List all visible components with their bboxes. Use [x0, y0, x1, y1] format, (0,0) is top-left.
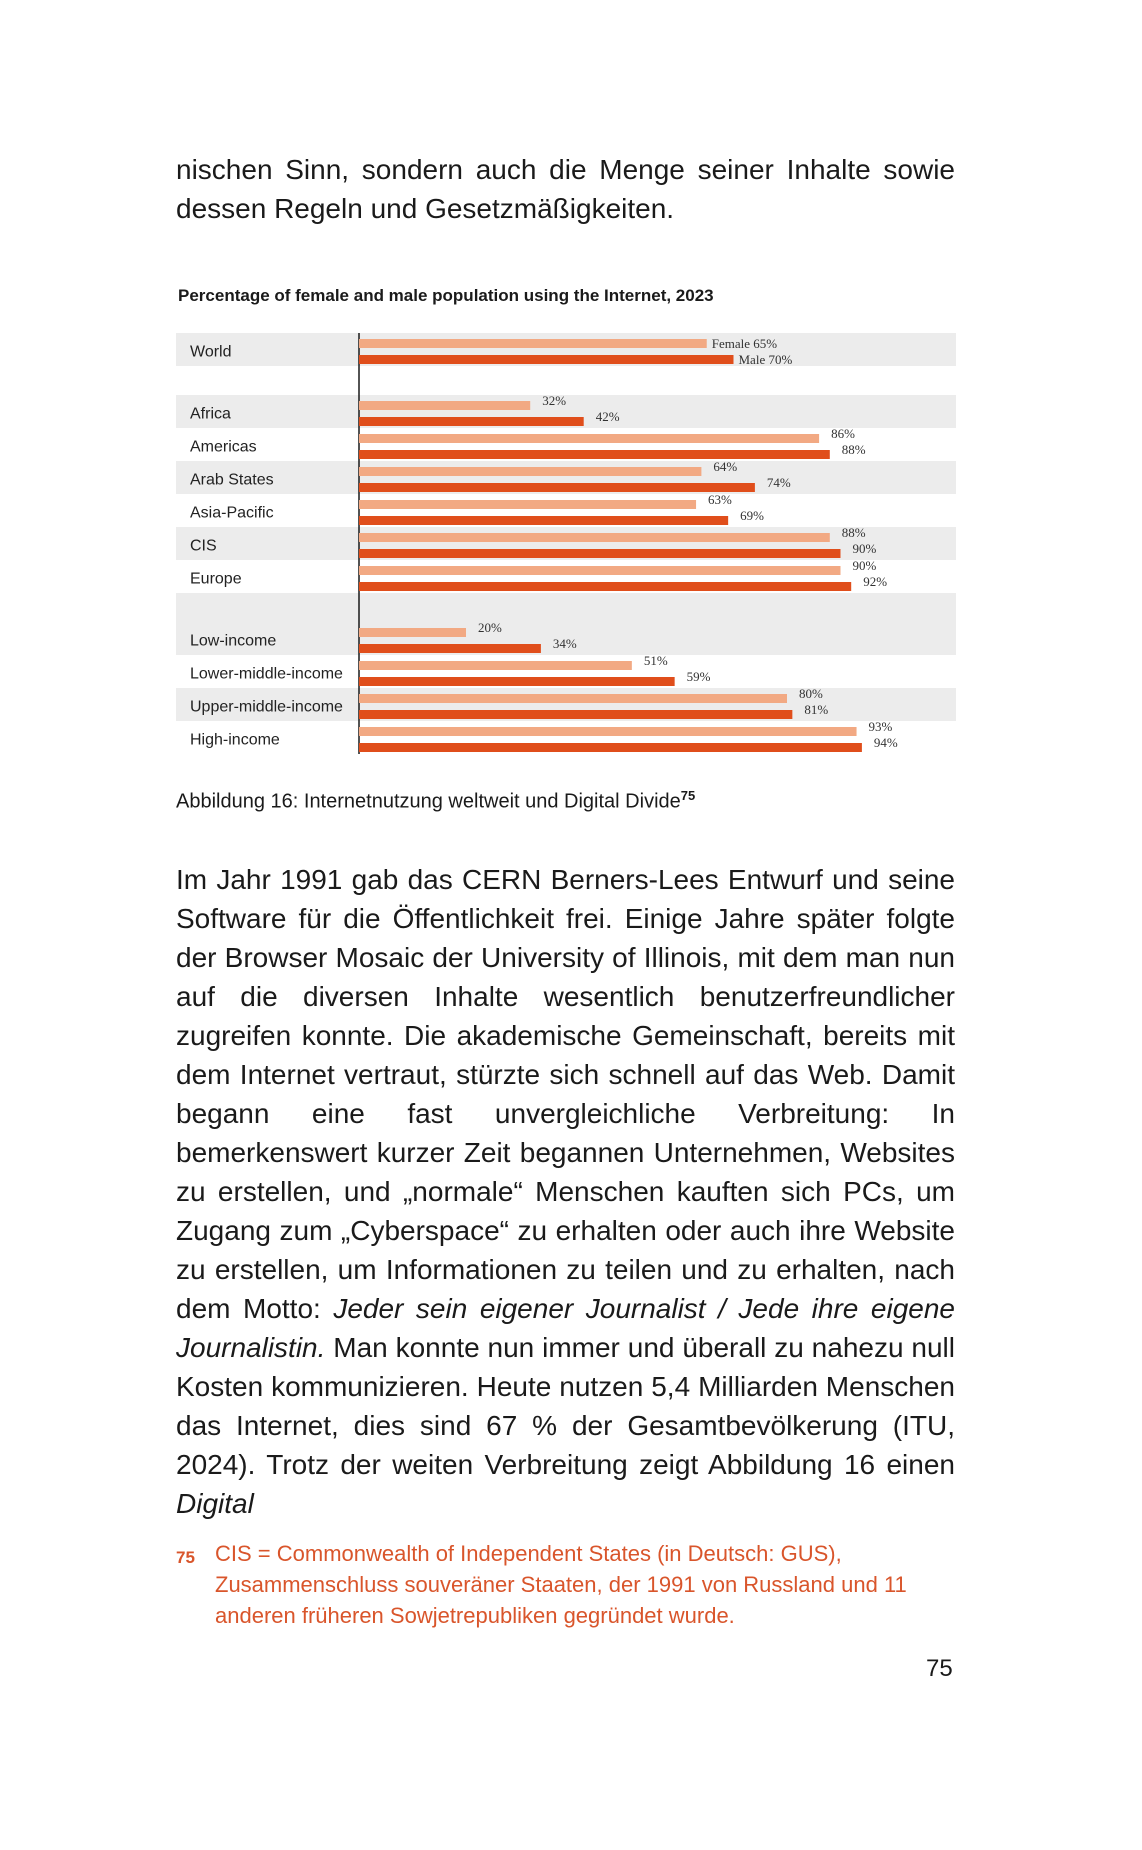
- value-label-female-americas: 86%: [831, 426, 855, 441]
- category-label-high-income: High-income: [190, 731, 280, 749]
- category-label-arab-states: Arab States: [190, 471, 274, 489]
- value-label-male-low-income: 34%: [552, 636, 577, 651]
- bar-female-europe: [359, 566, 841, 575]
- bar-male-high-income: [359, 743, 862, 752]
- bar-female-low-income: [359, 628, 466, 637]
- bar-male-africa: [359, 417, 584, 426]
- bar-male-asia-pacific: [359, 516, 728, 525]
- bar-male-americas: [359, 450, 830, 459]
- value-label-male-europe: 92%: [863, 574, 888, 589]
- caption-footnote-ref[interactable]: 75: [680, 788, 696, 803]
- category-label-low-income: Low-income: [190, 632, 277, 650]
- category-label-cis: CIS: [190, 537, 217, 555]
- bar-female-cis: [359, 533, 830, 542]
- category-label-africa: Africa: [190, 405, 231, 423]
- footnote-number: 75: [176, 1548, 195, 1567]
- category-label-upper-middle-income: Upper-middle-income: [190, 698, 343, 716]
- bar-male-arab-states: [359, 483, 755, 492]
- category-label-asia-pacific: Asia-Pacific: [190, 504, 274, 522]
- body-term: Digital: [176, 1488, 254, 1519]
- intro-paragraph: nischen Sinn, sondern auch die Menge seiner Inhalte sowie dessen Regeln und Gesetzmäßigkeiten.: [176, 154, 955, 224]
- value-label-female-cis: 88%: [841, 525, 866, 540]
- value-label-male-world: Male 70%: [738, 352, 793, 367]
- bar-male-europe: [359, 582, 851, 591]
- body-text-part2: Man konnte nun immer und überall zu nahezu null Kosten kommunizieren. Heute nutzen 5,4 Milliarden Menschen das Internet, dies sind 67 % der Gesamtbevölkerung (ITU, 2024). Trotz der weiten Verbreitung zeigt Abbildung 16 einen: [176, 1332, 955, 1480]
- bar-male-lower-middle-income: [359, 677, 675, 686]
- bar-female-africa: [359, 401, 530, 410]
- value-label-female-lower-middle-income: 51%: [643, 653, 668, 668]
- value-label-male-africa: 42%: [595, 409, 620, 424]
- category-label-europe: Europe: [190, 570, 242, 588]
- page-number: 75: [926, 1655, 953, 1682]
- value-label-female-africa: 32%: [542, 393, 567, 408]
- value-label-female-arab-states: 64%: [713, 459, 738, 474]
- value-label-female-world: Female 65%: [711, 336, 778, 351]
- bar-female-high-income: [359, 727, 857, 736]
- value-label-male-arab-states: 74%: [766, 475, 791, 490]
- value-label-male-americas: 88%: [841, 442, 866, 457]
- bar-female-asia-pacific: [359, 500, 696, 509]
- value-label-female-high-income: 93%: [868, 719, 893, 734]
- bar-male-world: [359, 355, 734, 364]
- body-paragraph: [176, 860, 955, 1523]
- bar-male-cis: [359, 549, 841, 558]
- value-label-female-upper-middle-income: 80%: [799, 686, 823, 701]
- bar-male-upper-middle-income: [359, 710, 792, 719]
- bar-female-world: [359, 339, 707, 348]
- figure-caption: [176, 788, 695, 814]
- footnote-text: CIS = Commonwealth of Independent States (in Deutsch: GUS), Zusammenschluss souveräner Staaten, der 1991 von Russland und 11 anderen früheren Sowjetrepubliken gegründet wurde.: [215, 1541, 907, 1628]
- bar-female-lower-middle-income: [359, 661, 632, 670]
- value-label-male-asia-pacific: 69%: [740, 508, 764, 523]
- bar-female-arab-states: [359, 467, 701, 476]
- bar-female-upper-middle-income: [359, 694, 787, 703]
- value-label-female-low-income: 20%: [478, 620, 502, 635]
- category-label-americas: Americas: [190, 438, 257, 456]
- bar-female-americas: [359, 434, 819, 443]
- gap-stripe: [176, 593, 956, 622]
- bar-male-low-income: [359, 644, 541, 653]
- category-label-lower-middle-income: Lower-middle-income: [190, 665, 343, 683]
- value-label-male-upper-middle-income: 81%: [804, 702, 829, 717]
- category-label-world: World: [190, 343, 232, 361]
- value-label-female-asia-pacific: 63%: [708, 492, 732, 507]
- body-motto: Jeder sein eigener Journalist / Jede ihre eigene Journalistin.: [176, 1293, 955, 1363]
- chart-title: Percentage of female and male population using the Internet, 2023: [178, 286, 714, 305]
- value-label-male-high-income: 94%: [873, 735, 898, 750]
- value-label-male-cis: 90%: [852, 541, 877, 556]
- internet-usage-chart: [176, 333, 956, 763]
- value-label-male-lower-middle-income: 59%: [686, 669, 711, 684]
- body-text-part1: Im Jahr 1991 gab das CERN Berners-Lees Entwurf und seine Software für die Öffentlichkeit frei. Einige Jahre später folgte der Browser Mosaic der University of Illinois, mit dem man nun auf die diversen Inhalte wesentlich benutzerfreundlicher zugreifen konnte. Die akademische Gemeinschaft, bereits mit dem Internet vertraut, stürzte sich schnell auf das Web. Damit begann eine fast unvergleichliche Verbreitung: In bemerkenswert kurzer Zeit begannen Unternehmen, Websites zu erstellen, und „normale“ Menschen kauften sich PCs, um Zugang zum „Cyberspace“ zu erhalten oder auch ihre Website zu erstellen, um Informationen zu teilen und zu erhalten, nach dem Motto:: [176, 864, 955, 1324]
- caption-text: Abbildung 16: Internetnutzung weltweit und Digital Divide: [176, 790, 681, 813]
- value-label-female-europe: 90%: [852, 558, 877, 573]
